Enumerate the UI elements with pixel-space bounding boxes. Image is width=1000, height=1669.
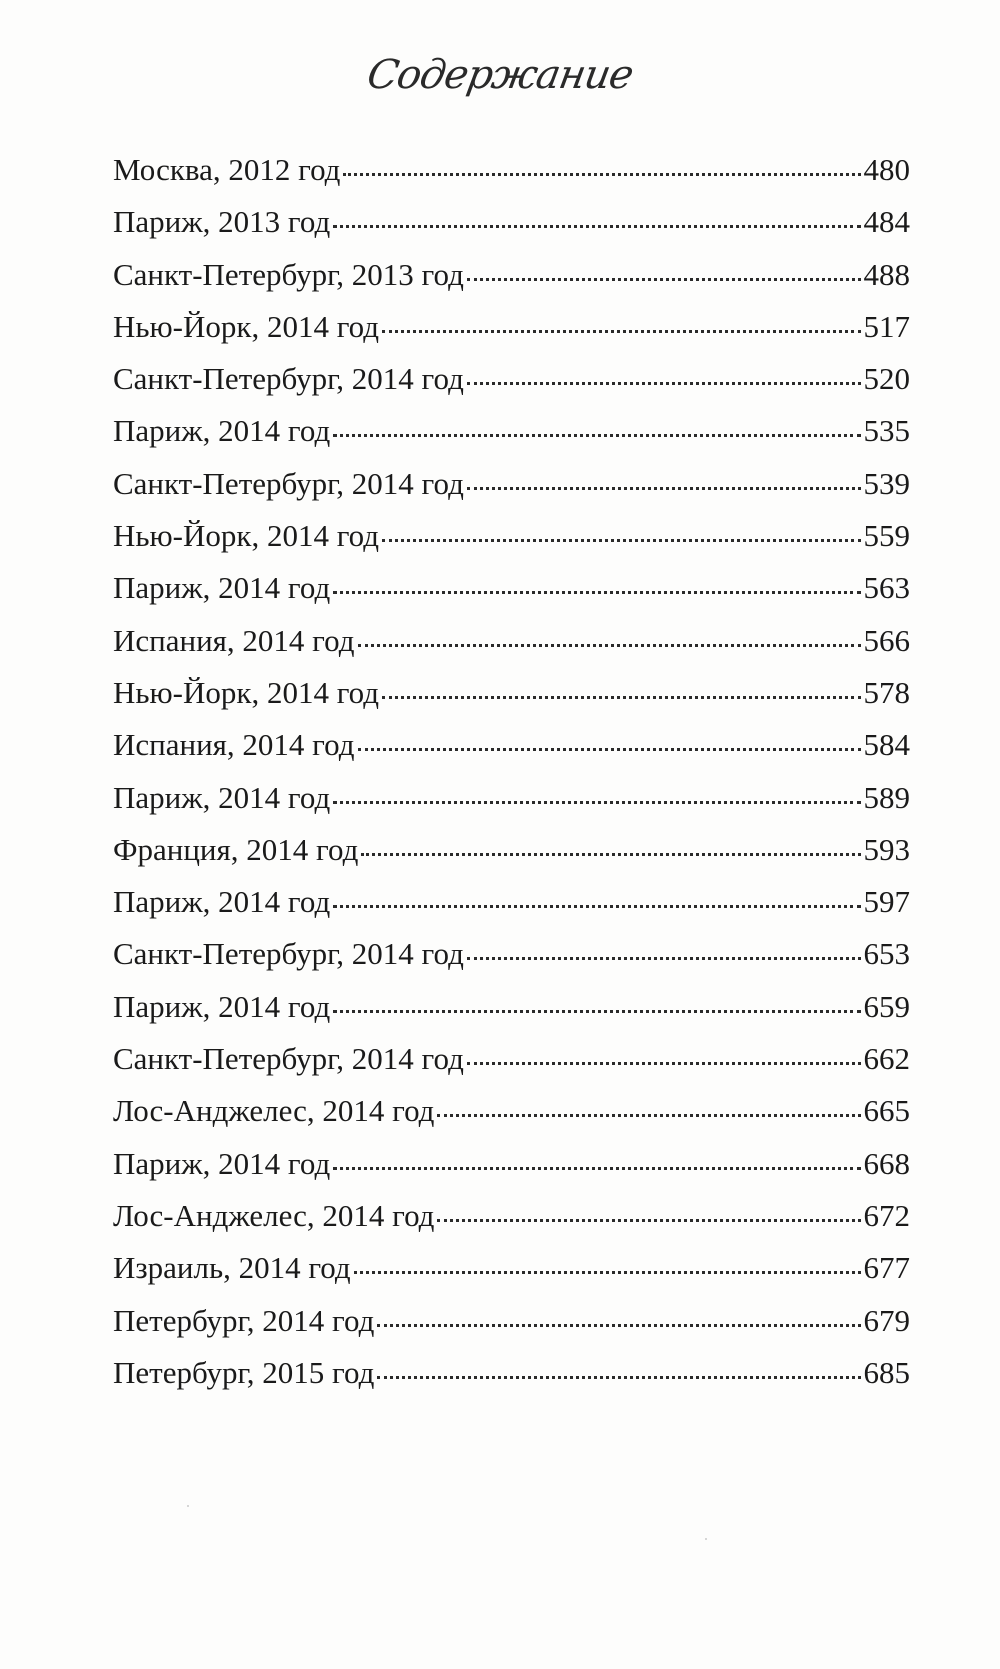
- dot-leader: [358, 748, 861, 751]
- dot-leader: [358, 644, 861, 647]
- toc-entry[interactable]: [113, 1190, 910, 1242]
- toc-page-number: 566: [863, 622, 910, 658]
- toc-page-number: 559: [863, 518, 910, 554]
- toc-entry-title: Петербург, 2015 год: [113, 1354, 375, 1390]
- dot-leader: [333, 591, 860, 594]
- dot-leader: [377, 1376, 860, 1379]
- toc-page-number: 563: [863, 570, 910, 606]
- toc-page-number: 520: [863, 361, 910, 397]
- toc-page-number: 484: [863, 204, 910, 240]
- toc-page-number: 539: [863, 465, 910, 501]
- dot-leader: [467, 1062, 861, 1065]
- dot-leader: [382, 539, 860, 542]
- toc-entry[interactable]: [113, 928, 910, 980]
- dot-leader: [333, 225, 860, 228]
- toc-page-number: 589: [863, 779, 910, 815]
- toc-entry-title: Нью-Йорк, 2014 год: [113, 674, 380, 710]
- toc-page-number: 679: [863, 1302, 910, 1338]
- toc-entry-title: Лос-Анджелес, 2014 год: [113, 1197, 435, 1233]
- toc-page-number: 653: [863, 936, 910, 972]
- toc-entry-title: Израиль, 2014 год: [113, 1250, 351, 1286]
- toc-entry[interactable]: [113, 249, 910, 301]
- toc-page-number: 668: [863, 1145, 910, 1181]
- dot-leader: [437, 1114, 860, 1117]
- paper-speck: [187, 1505, 189, 1507]
- toc-entry-title: Москва, 2012 год: [113, 152, 341, 187]
- toc-page-number: 535: [863, 413, 910, 449]
- toc-entry[interactable]: [113, 1138, 910, 1190]
- toc-entry[interactable]: [113, 1347, 910, 1399]
- toc-entry-title: Париж, 2014 год: [113, 570, 331, 606]
- toc-entry[interactable]: [113, 1033, 910, 1085]
- toc-entry[interactable]: [113, 824, 910, 876]
- toc-page-number: 659: [863, 988, 910, 1024]
- dot-leader: [354, 1271, 861, 1274]
- dot-leader: [467, 278, 861, 281]
- toc-entry-title: Франция, 2014 год: [113, 831, 359, 867]
- dot-leader: [333, 801, 860, 804]
- toc-entry-title: Санкт-Петербург, 2014 год: [113, 465, 464, 501]
- toc-page-number: 517: [863, 308, 910, 344]
- toc-list: [113, 144, 910, 1399]
- toc-entry[interactable]: [113, 667, 910, 719]
- toc-entry[interactable]: [113, 981, 910, 1033]
- toc-entry[interactable]: [113, 301, 910, 353]
- toc-entry[interactable]: [113, 196, 910, 248]
- dot-leader: [333, 434, 860, 437]
- toc-entry[interactable]: [113, 562, 910, 614]
- toc-entry[interactable]: [113, 1295, 910, 1347]
- toc-entry-title: Испания, 2014 год: [113, 622, 355, 658]
- toc-entry-title: Париж, 2014 год: [113, 884, 331, 920]
- toc-entry-title: Санкт-Петербург, 2013 год: [113, 256, 464, 292]
- dot-leader: [382, 696, 860, 699]
- toc-entry-title: Париж, 2014 год: [113, 988, 331, 1024]
- toc-page-number: 488: [863, 256, 910, 292]
- toc-page-number: 665: [863, 1093, 910, 1129]
- dot-leader: [382, 330, 860, 333]
- toc-entry[interactable]: [113, 144, 910, 196]
- toc-entry[interactable]: [113, 405, 910, 457]
- toc-entry-title: Нью-Йорк, 2014 год: [113, 518, 380, 554]
- dot-leader: [333, 1010, 860, 1013]
- toc-entry[interactable]: [113, 719, 910, 771]
- dot-leader: [467, 382, 861, 385]
- dot-leader: [467, 487, 861, 490]
- toc-entry-title: Лос-Анджелес, 2014 год: [113, 1093, 435, 1129]
- dot-leader: [343, 173, 860, 176]
- toc-page-number: 685: [863, 1354, 910, 1390]
- dot-leader: [361, 853, 860, 856]
- dot-leader: [333, 1167, 860, 1170]
- toc-entry-title: Испания, 2014 год: [113, 727, 355, 763]
- toc-entry[interactable]: [113, 876, 910, 928]
- dot-leader: [333, 905, 860, 908]
- toc-entry[interactable]: [113, 458, 910, 510]
- toc-entry-title: Санкт-Петербург, 2014 год: [113, 1041, 464, 1077]
- toc-entry-title: Париж, 2014 год: [113, 1145, 331, 1181]
- toc-entry-title: Париж, 2013 год: [113, 204, 331, 240]
- toc-page-number: 597: [863, 884, 910, 920]
- paper-speck: [705, 1538, 707, 1540]
- toc-page-number: 480: [863, 152, 910, 187]
- toc-page-number: 677: [863, 1250, 910, 1286]
- toc-entry-title: Санкт-Петербург, 2014 год: [113, 361, 464, 397]
- toc-entry-title: Нью-Йорк, 2014 год: [113, 308, 380, 344]
- dot-leader: [377, 1324, 860, 1327]
- toc-entry[interactable]: [113, 353, 910, 405]
- toc-page-number: 584: [863, 727, 910, 763]
- toc-entry[interactable]: [113, 1242, 910, 1294]
- toc-entry[interactable]: [113, 510, 910, 562]
- toc-page-number: 662: [863, 1041, 910, 1077]
- toc-entry[interactable]: [113, 1085, 910, 1137]
- toc-entry-title: Санкт-Петербург, 2014 год: [113, 936, 464, 972]
- toc-page-number: 593: [863, 831, 910, 867]
- dot-leader: [437, 1219, 860, 1222]
- toc-entry[interactable]: [113, 615, 910, 667]
- toc-page-number: 578: [863, 674, 910, 710]
- toc-entry[interactable]: [113, 772, 910, 824]
- toc-entry-title: Париж, 2014 год: [113, 413, 331, 449]
- toc-page-number: 672: [863, 1197, 910, 1233]
- toc-entry-title: Париж, 2014 год: [113, 779, 331, 815]
- dot-leader: [467, 957, 861, 960]
- toc-entry-title: Петербург, 2014 год: [113, 1302, 375, 1338]
- toc-heading: Содержание: [363, 52, 637, 98]
